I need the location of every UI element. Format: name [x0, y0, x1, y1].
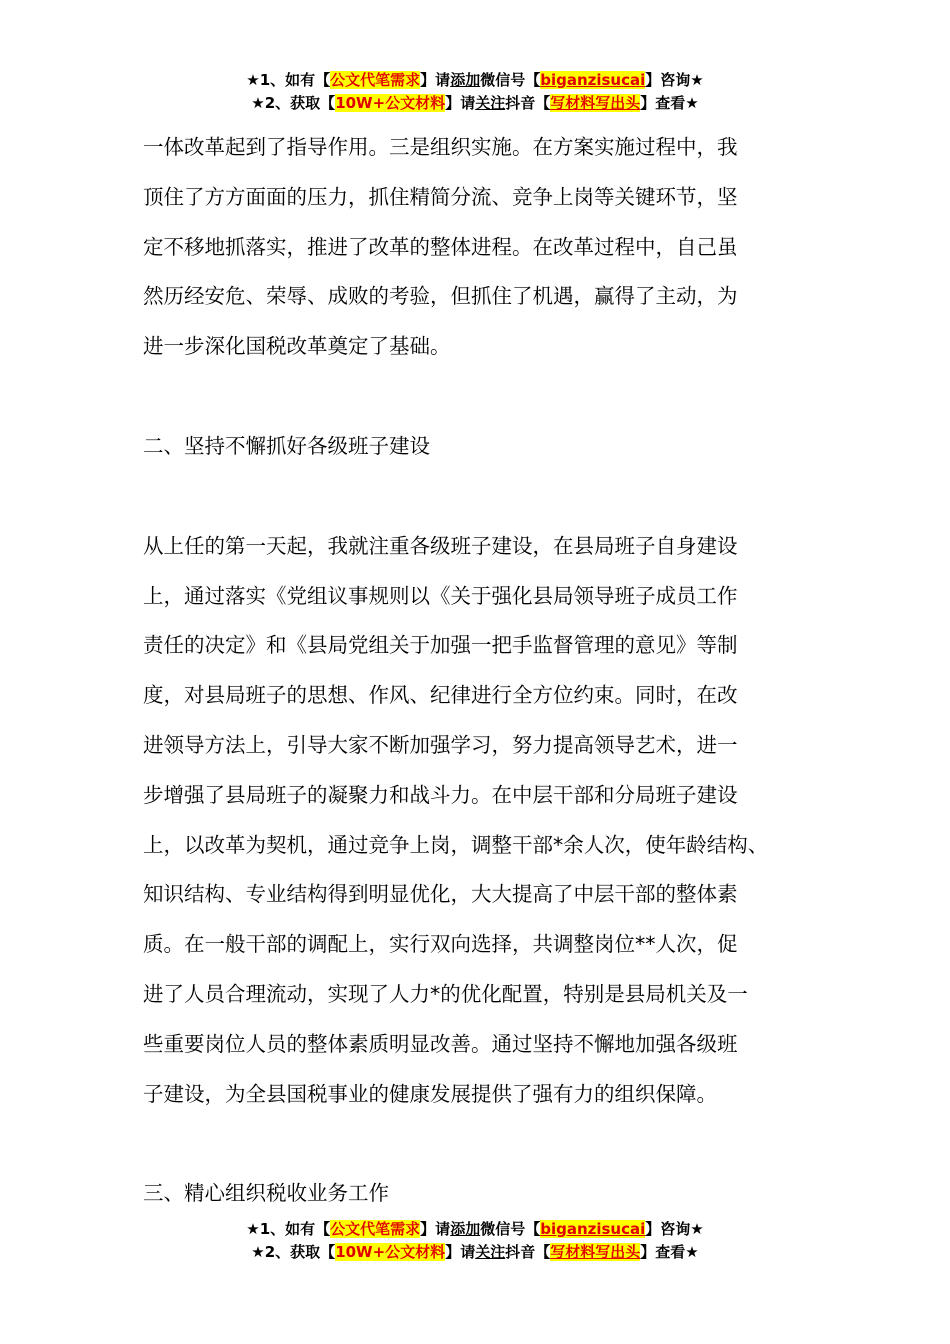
banner-text: 】咨询★	[645, 71, 704, 89]
banner-highlight: 10W+公文材料	[335, 1243, 446, 1261]
text-line: 定不移地抓落实，推进了改革的整体进程。在改革过程中，自己虽	[143, 234, 738, 259]
text-line: 上，通过落实《党组议事规则以《关于强化县局领导班子成员工作	[143, 583, 738, 608]
text-line: 知识结构、专业结构得到明显优化，大大提高了中层干部的整体素	[143, 882, 738, 907]
paragraph-leadership	[143, 522, 823, 1120]
paragraph-reform	[143, 123, 823, 372]
banner-highlight: 公文代笔需求	[330, 1220, 421, 1238]
banner-text: 抖音【	[505, 94, 551, 112]
text-line: 质。在一般干部的调配上，实行双向选择，共调整岗位**人次，促	[143, 932, 738, 957]
text-line: 顶住了方方面面的压力，抓住精简分流、竞争上岗等关键环节，坚	[143, 184, 738, 209]
banner-text: 】查看★	[640, 1243, 699, 1261]
text-line: 责任的决定》和《县局党组关于加强一把手监督管理的意见》等制	[143, 633, 738, 658]
banner-line-1	[0, 1218, 950, 1241]
text-line: 从上任的第一天起，我就注重各级班子建设，在县局班子自身建设	[143, 533, 738, 558]
text-line: 些重要岗位人员的整体素质明显改善。通过坚持不懈地加强各级班	[143, 1031, 738, 1056]
banner-text: 微信号【	[480, 71, 541, 89]
text-line: 上，以改革为契机，通过竞争上岗，调整干部*余人次，使年龄结构、	[143, 832, 769, 857]
banner-text: ★2、获取【	[251, 1243, 336, 1261]
banner-line-2	[0, 92, 950, 115]
section-heading-3: 三、精心组织税收业务工作	[143, 1181, 389, 1206]
banner-text: ★2、获取【	[251, 94, 336, 112]
banner-text: 】请	[420, 71, 451, 89]
banner-text: 】请	[420, 1220, 451, 1238]
banner-wechat-id: biganzisucai	[540, 1220, 646, 1238]
banner-text: ★1、如有【	[246, 1220, 331, 1238]
banner-text: 微信号【	[480, 1220, 541, 1238]
section-heading-2: 二、坚持不懈抓好各级班子建设	[143, 433, 430, 458]
banner-highlight: 公文代笔需求	[330, 71, 421, 89]
bottom-banner	[0, 1218, 950, 1264]
banner-douyin-id: 写材料写出头	[550, 1243, 641, 1261]
banner-highlight: 10W+公文材料	[335, 94, 446, 112]
banner-line-1	[0, 69, 950, 92]
text-line: 进一步深化国税改革奠定了基础。	[143, 334, 451, 359]
top-banner	[0, 69, 950, 115]
text-line: 进了人员合理流动，实现了人力*的优化配置，特别是县局机关及一	[143, 981, 748, 1006]
text-line: 进领导方法上，引导大家不断加强学习，努力提高领导艺术，进一	[143, 732, 738, 757]
banner-emphasis: 添加	[450, 1220, 481, 1238]
banner-wechat-id: biganzisucai	[540, 71, 646, 89]
banner-text: 抖音【	[505, 1243, 551, 1261]
banner-emphasis: 关注	[475, 94, 506, 112]
banner-text: 】咨询★	[645, 1220, 704, 1238]
text-line: 步增强了县局班子的凝聚力和战斗力。在中层干部和分局班子建设	[143, 782, 738, 807]
text-line: 子建设，为全县国税事业的健康发展提供了强有力的组织保障。	[143, 1081, 717, 1106]
document-body	[143, 123, 823, 1219]
text-line: 然历经安危、荣辱、成败的考验，但抓住了机遇，赢得了主动，为	[143, 284, 738, 309]
banner-emphasis: 添加	[450, 71, 481, 89]
banner-douyin-id: 写材料写出头	[550, 94, 641, 112]
text-line: 度，对县局班子的思想、作风、纪律进行全方位约束。同时，在改	[143, 683, 738, 708]
banner-emphasis: 关注	[475, 1243, 506, 1261]
banner-text: 】请	[445, 1243, 476, 1261]
banner-text: ★1、如有【	[246, 71, 331, 89]
banner-text: 】查看★	[640, 94, 699, 112]
banner-text: 】请	[445, 94, 476, 112]
text-line: 一体改革起到了指导作用。三是组织实施。在方案实施过程中，我	[143, 135, 738, 159]
banner-line-2	[0, 1241, 950, 1264]
